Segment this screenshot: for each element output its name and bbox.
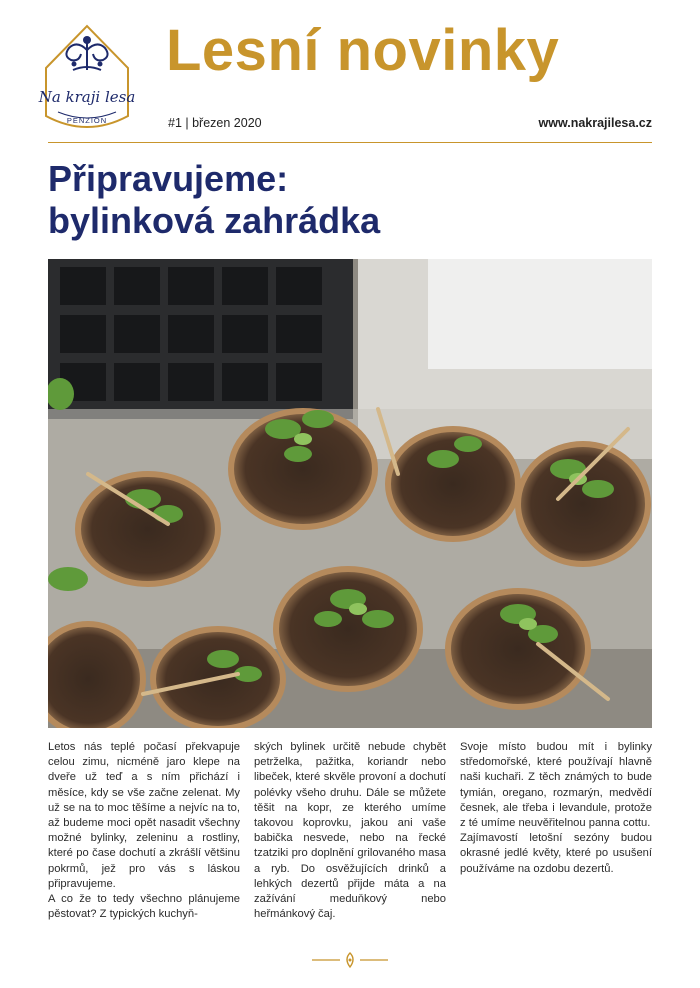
header-divider: [48, 142, 652, 143]
logo-emblem: [38, 20, 136, 132]
article-headline: [48, 158, 652, 242]
article-column-3: [460, 740, 652, 930]
paragraph: ských bylinek určitě nebude chybět petrželka, pažitka, koriandr nebo libeček, které skvěle provoní a dochutí polévky všeho druhu. Dále se můžete těšit na kopr, ze kterého umíme takovou koprovku, jakou ani vaše babička nesvede, nebo na řecké tzatziki pro doplnění grilovaného masa a ryb. Do osvěžujících drinků a lehkých dezertů přijde máta a na zažívání meduňkový nebo heřmánkový čaj.: [254, 741, 446, 921]
leaf-ornament-icon: [310, 950, 390, 970]
paragraph: Svoje místo budou mít i bylinky středomořské, které používají hlavně naši kuchaři. Z těch známých to bude tymián, oregano, rozmarýn, medvědí česnek, ale třeba i levandule, protože z té umíme neuvěřitelnou panna cottu.: [460, 741, 652, 830]
paragraph: A co že to tedy všechno plánujeme pěstovat? Z typických kuchyň-: [48, 893, 240, 921]
logo-name: Na kraji lesa: [38, 88, 136, 106]
logo-subtitle: PENZION: [66, 116, 108, 125]
headline-line-1: Připravujeme:: [48, 158, 289, 199]
issue-info: #1 | březen 2020: [168, 116, 262, 130]
penzion-logo: [38, 20, 136, 132]
newsletter-title: Lesní novinky: [166, 18, 560, 83]
paragraph: Zajímavostí letošní sezóny budou okrasné jedlé květy, které po usušení používáme na ozdobu dezertů.: [460, 832, 652, 875]
article-column-2: [254, 740, 446, 930]
article-body: [48, 740, 652, 930]
website-link[interactable]: www.nakrajilesa.cz: [538, 116, 652, 130]
article-column-1: [48, 740, 240, 930]
headline-line-2: bylinková zahrádka: [48, 200, 381, 241]
paragraph: Letos nás teplé počasí překvapuje celou zimu, nicméně jaro klepe na dveře už teď a s ním přichází i měsíce, kdy se vše začne zelenat. My už se na to moc těšíme a nejvíc na to, až budeme moci opět nasadit všechny možné bylinky, zeleninu a rostliny, které po čase dochutí a zkrášlí většinu pokrmů, jež pro vás s láskou připravujeme.: [48, 741, 240, 890]
herb-seedlings-photo: [48, 259, 652, 728]
